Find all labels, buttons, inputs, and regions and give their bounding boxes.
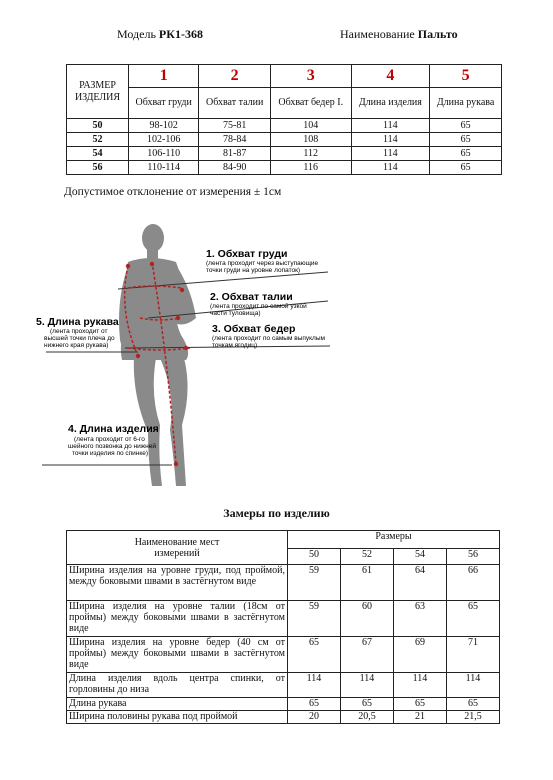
value-cell: 61 <box>341 565 394 601</box>
column-label: Длина изделия <box>351 88 430 119</box>
column-number: 5 <box>430 65 502 88</box>
value-cell: 65 <box>447 601 500 637</box>
size-column-header: 54 <box>394 549 447 565</box>
label-length-title: 4. Длина изделия <box>68 423 159 435</box>
value-cell: 114 <box>341 673 394 698</box>
value-cell: 114 <box>351 161 430 175</box>
table-row <box>67 637 500 673</box>
measurements-table <box>66 530 500 724</box>
label-length-sub: точки изделия по спинке) <box>72 450 149 457</box>
value-cell: 112 <box>270 147 351 161</box>
value-cell: 63 <box>394 601 447 637</box>
table-row <box>67 147 502 161</box>
value-cell: 116 <box>270 161 351 175</box>
size-column-header: 56 <box>447 549 500 565</box>
label-waist-sub: (лента проходит по самой узкой <box>210 303 307 310</box>
measurement-name: Ширина изделия на уровне талии (18см от проймы) между боковыми швами в застёгнутом виде <box>67 601 288 637</box>
value-cell: 114 <box>351 119 430 133</box>
value-cell: 108 <box>270 133 351 147</box>
size-cell: 54 <box>67 147 129 161</box>
label-sleeve-sub: высшей точки плеча до <box>44 335 115 342</box>
value-cell: 106-110 <box>129 147 199 161</box>
column-number: 1 <box>129 65 199 88</box>
product-name-label: Наименование <box>340 27 415 41</box>
column-label: Длина рукава <box>430 88 502 119</box>
value-cell: 64 <box>394 565 447 601</box>
sizes-header-cell: Размеры <box>288 531 500 549</box>
measurement-figure <box>0 210 553 500</box>
label-length-sub: шейного позвонка до нижней <box>68 443 156 450</box>
value-cell: 65 <box>430 161 502 175</box>
label-length-sub: (лента проходит от 6-го <box>74 436 145 443</box>
table-row <box>67 161 502 175</box>
size-column-header: 52 <box>341 549 394 565</box>
label-hip-sub: точкам ягодиц) <box>212 342 258 349</box>
label-bust-sub: (лента проходит через выступающие <box>206 260 319 267</box>
value-cell: 84-90 <box>199 161 271 175</box>
measurement-name: Длина рукава <box>67 698 288 711</box>
value-cell: 21,5 <box>447 711 500 724</box>
size-cell: 56 <box>67 161 129 175</box>
table-row <box>67 133 502 147</box>
size-header-cell: РАЗМЕР ИЗДЕЛИЯ <box>67 65 129 119</box>
measurement-name: Ширина изделия на уровне груди, под проймой, между боковыми швами в застёгнутом виде <box>67 565 288 601</box>
label-waist-title: 2. Обхват талии <box>210 291 293 303</box>
value-cell: 65 <box>430 147 502 161</box>
value-cell: 78-84 <box>199 133 271 147</box>
value-cell: 114 <box>447 673 500 698</box>
value-cell: 65 <box>430 119 502 133</box>
table-row <box>67 711 500 724</box>
value-cell: 59 <box>288 565 341 601</box>
value-cell: 60 <box>341 601 394 637</box>
value-cell: 110-114 <box>129 161 199 175</box>
table-row <box>67 673 500 698</box>
value-cell: 21 <box>394 711 447 724</box>
size-cell: 50 <box>67 119 129 133</box>
value-cell: 114 <box>394 673 447 698</box>
table-row <box>67 565 500 601</box>
column-label: Обхват бедер I. <box>270 88 351 119</box>
value-cell: 20,5 <box>341 711 394 724</box>
value-cell: 71 <box>447 637 500 673</box>
label-sleeve-sub: (лента проходит от <box>50 328 108 335</box>
model-label: Модель <box>117 27 156 41</box>
size-chart-table <box>66 64 502 175</box>
label-bust-sub: точки груди на уровне лопаток) <box>206 267 301 274</box>
measurement-name: Ширина половины рукава под проймой <box>67 711 288 724</box>
value-cell: 65 <box>430 133 502 147</box>
size-column-header: 50 <box>288 549 341 565</box>
measurements-title: Замеры по изделию <box>223 506 330 520</box>
value-cell: 59 <box>288 601 341 637</box>
model-value: РК1-368 <box>158 27 203 41</box>
label-hip-title: 3. Обхват бедер <box>212 323 296 335</box>
value-cell: 81-87 <box>199 147 271 161</box>
value-cell: 66 <box>447 565 500 601</box>
value-cell: 75-81 <box>199 119 271 133</box>
value-cell: 65 <box>394 698 447 711</box>
label-hip-sub: (лента проходит по самым выпуклым <box>212 335 325 342</box>
column-number: 3 <box>270 65 351 88</box>
tolerance-note: Допустимое отклонение от измерения ± 1см <box>64 186 282 198</box>
product-name-line <box>340 27 458 42</box>
value-cell: 20 <box>288 711 341 724</box>
measurement-name: Ширина изделия на уровне бедер (40 см от проймы) между боковыми швами в застёгнутом виде <box>67 637 288 673</box>
product-name-value: Пальто <box>417 27 458 41</box>
column-number: 4 <box>351 65 430 88</box>
label-waist-sub: части туловища) <box>210 310 261 317</box>
size-cell: 52 <box>67 133 129 147</box>
label-bust-title: 1. Обхват груди <box>206 248 288 260</box>
value-cell: 114 <box>351 147 430 161</box>
table-row <box>67 119 502 133</box>
value-cell: 98-102 <box>129 119 199 133</box>
table-row <box>67 601 500 637</box>
model-line <box>117 27 203 42</box>
column-label: Обхват талии <box>199 88 271 119</box>
label-sleeve-title: 5. Длина рукава <box>36 316 119 328</box>
value-cell: 102-106 <box>129 133 199 147</box>
value-cell: 69 <box>394 637 447 673</box>
value-cell: 65 <box>288 637 341 673</box>
value-cell: 65 <box>288 698 341 711</box>
measurement-name: Длина изделия вдоль центра спинки, от горловины до низа <box>67 673 288 698</box>
value-cell: 65 <box>341 698 394 711</box>
column-label: Обхват груди <box>129 88 199 119</box>
value-cell: 114 <box>351 133 430 147</box>
table-row <box>67 698 500 711</box>
column-number: 2 <box>199 65 271 88</box>
value-cell: 114 <box>288 673 341 698</box>
value-cell: 104 <box>270 119 351 133</box>
value-cell: 67 <box>341 637 394 673</box>
value-cell: 65 <box>447 698 500 711</box>
label-sleeve-sub: нижнего края рукава) <box>44 342 109 349</box>
name-header-cell: Наименование мест измерений <box>67 531 288 565</box>
